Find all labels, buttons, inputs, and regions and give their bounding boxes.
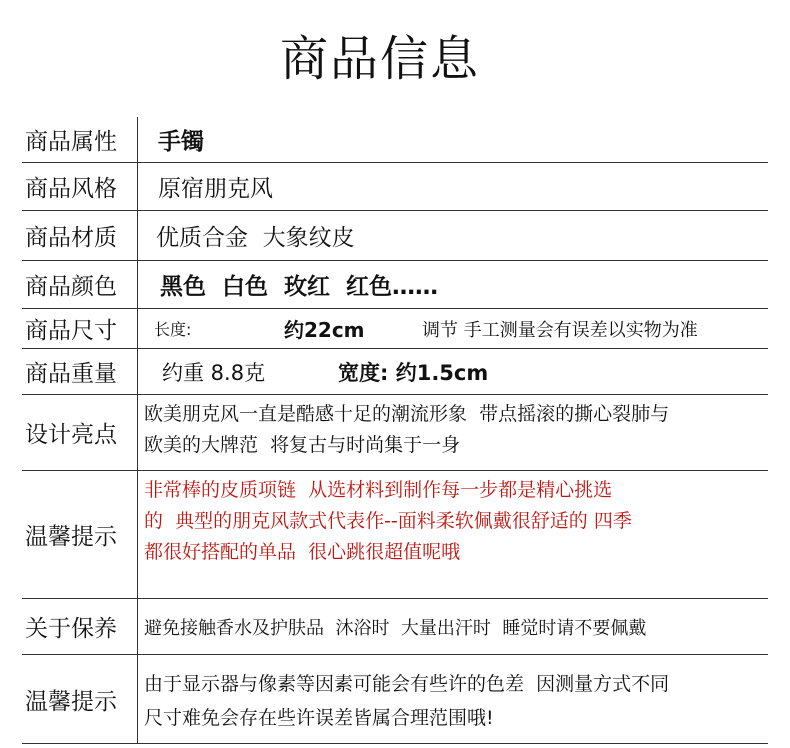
tip-line-2: 的 典型的朋克风款式代表作--面料柔软佩戴很舒适的 四季: [144, 510, 632, 532]
row-material: [22, 211, 768, 261]
row-label: 商品属性: [22, 117, 138, 162]
row-size: [22, 309, 768, 349]
row-label: 关于保养: [22, 599, 138, 654]
notice-line-2: 尺寸难免会存在些许误差皆属合理范围哦!: [144, 707, 494, 729]
row-label: 商品风格: [22, 163, 138, 210]
row-value: [138, 471, 768, 598]
length-label: 长度:: [154, 320, 192, 339]
row-label: 温馨提示: [22, 471, 138, 598]
row-value: 原宿朋克风: [158, 176, 273, 202]
row-label: 设计亮点: [22, 395, 138, 470]
row-value: [138, 395, 768, 470]
row-notice: [22, 655, 768, 744]
page-title: 商品信息: [279, 31, 480, 87]
row-color: [22, 261, 768, 309]
row-care: [22, 599, 768, 655]
row-design: [22, 395, 768, 471]
row-value: 黑色 白色 玫红 红色……: [160, 274, 439, 300]
size-note: 调节 手工测量会有误差以实物为准: [422, 319, 698, 341]
row-value: 避免接触香水及护肤品 沐浴时 大量出汗时 睡觉时请不要佩戴: [144, 617, 647, 639]
tip-line-3: 都很好搭配的单品 很心跳很超值呢哦: [144, 541, 461, 563]
row-attribute: [22, 117, 768, 163]
design-line-1: 欧美朋克风一直是酷感十足的潮流形象 带点摇滚的撕心裂肺与: [144, 403, 670, 425]
row-label: 商品颜色: [22, 261, 138, 308]
row-value: [138, 349, 768, 394]
notice-line-1: 由于显示器与像素等因素可能会有些许的色差 因测量方式不同: [144, 673, 670, 695]
row-label: 商品尺寸: [22, 309, 138, 348]
row-value: [138, 309, 768, 348]
row-tip: [22, 471, 768, 599]
length-value: 约22cm: [284, 318, 365, 342]
row-value: 优质合金 大象纹皮: [156, 225, 355, 251]
tip-line-1: 非常棒的皮质项链 从选材料到制作每一步都是精心挑选: [144, 479, 613, 501]
design-line-2: 欧美的大牌范 将复古与时尚集于一身: [144, 434, 461, 456]
row-value: 手镯: [158, 129, 204, 155]
product-info-table: [22, 117, 768, 744]
row-label: 温馨提示: [22, 655, 138, 743]
width-value: 宽度: 约1.5cm: [338, 360, 489, 385]
row-label: 商品重量: [22, 349, 138, 394]
row-value: [138, 655, 768, 743]
weight-value: 约重 8.8克: [162, 360, 266, 385]
row-label: 商品材质: [22, 211, 138, 260]
row-weight: [22, 349, 768, 395]
row-style: [22, 163, 768, 211]
